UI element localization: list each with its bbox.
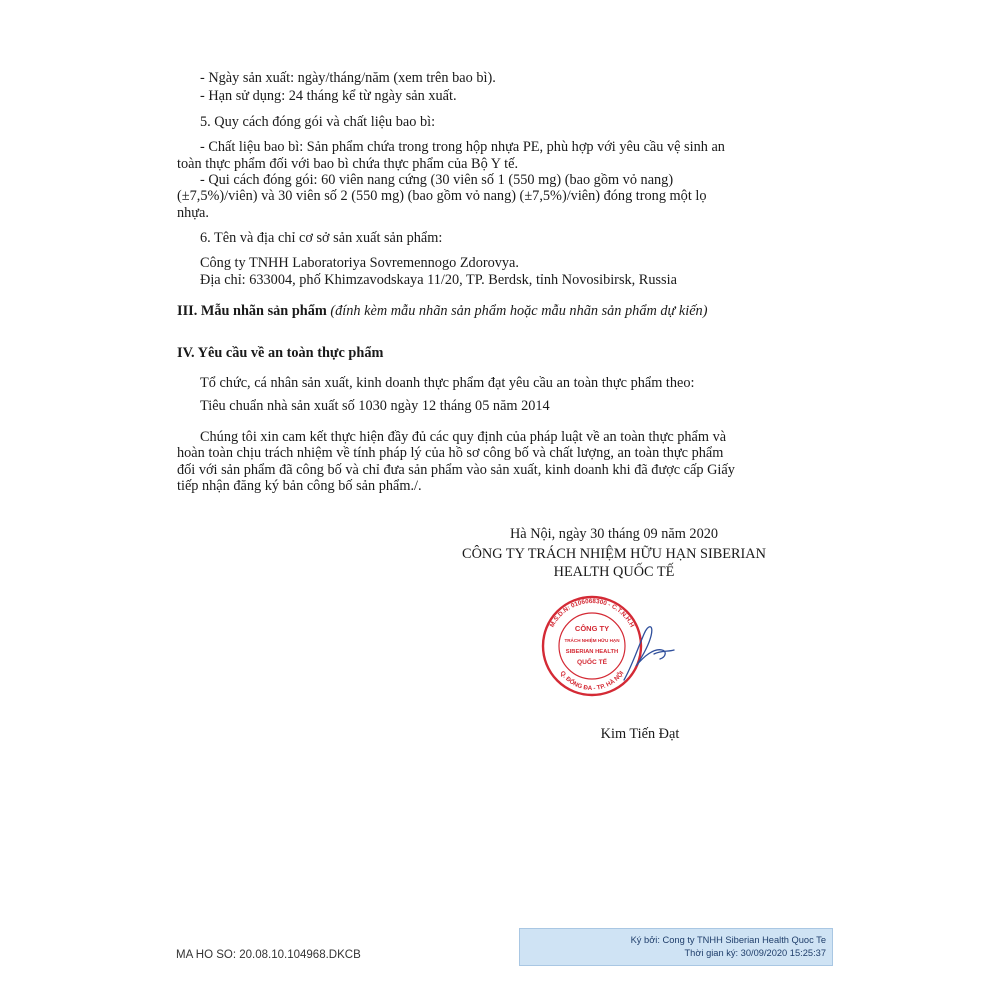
producer-name: Công ty TNHH Laboratoriya Sovremennogo Zdorovya.: [200, 255, 519, 271]
company-name-line-1: CÔNG TY TRÁCH NHIỆM HỮU HẠN SIBERIAN: [462, 546, 766, 562]
producer-address: Địa chỉ: 633004, phố Khimzavodskaya 11/20, TP. Berdsk, tỉnh Novosibirsk, Russia: [200, 272, 677, 288]
expiry-line: - Hạn sử dụng: 24 tháng kể từ ngày sản xuất.: [200, 88, 457, 104]
signer-name: Kim Tiến Đạt: [600, 726, 680, 742]
commitment-line-3: đối với sản phẩm đã công bố và chỉ đưa sản phẩm vào sản xuất, kinh doanh khi đã được cấp Giấy: [177, 462, 735, 478]
signed-time: Thời gian ký: 30/09/2020 15:25:37: [684, 948, 826, 958]
handwritten-signature: [624, 627, 674, 680]
section-iii-title: III. Mẫu nhãn sản phẩm: [177, 303, 327, 319]
company-seal: [536, 590, 696, 700]
commitment-line-4: tiếp nhận đăng ký bản công bố sản phẩm./.: [177, 478, 422, 494]
digital-signature-box: [519, 928, 833, 966]
section-iv-title: IV. Yêu cầu về an toàn thực phẩm: [177, 345, 384, 361]
seal-ring-text: M.S.D.N: 0106068300 - C.T.N.H.H: [548, 597, 636, 629]
seal-outer-ring: [543, 597, 641, 695]
section-6-title: 6. Tên và địa chỉ cơ sở sản xuất sản phẩm:: [200, 230, 443, 246]
material-line-1: - Chất liệu bao bì: Sản phẩm chứa trong trong hộp nhựa PE, phù hợp với yêu cầu vệ sinh an: [200, 139, 725, 155]
company-name-line-2: HEALTH QUỐC TẾ: [553, 564, 675, 580]
place-date: Hà Nội, ngày 30 tháng 09 năm 2020: [509, 526, 719, 542]
section-iii-note: (đính kèm mẫu nhãn sản phẩm hoặc mẫu nhãn sản phẩm dự kiến): [330, 303, 708, 319]
seal-bottom-text: Q. ĐỐNG ĐA - TP. HÀ NỘI: [558, 669, 626, 693]
signed-by: Ký bởi: Cong ty TNHH Siberian Health Quoc Te: [630, 935, 826, 945]
seal-line-4: QUỐC TẾ: [576, 659, 608, 666]
commitment-line-1: Chúng tôi xin cam kết thực hiện đầy đủ các quy định của pháp luật về an toàn thực phẩm và: [200, 429, 727, 445]
material-line-2: toàn thực phẩm đối với bao bì chứa thực phẩm của Bộ Y tế.: [177, 156, 519, 172]
mfg-date-line: - Ngày sản xuất: ngày/tháng/năm (xem trên bao bì).: [200, 70, 496, 86]
section-iv-line-2: Tiêu chuẩn nhà sản xuất số 1030 ngày 12 tháng 05 năm 2014: [200, 398, 550, 414]
section-iv-line-1: Tổ chức, cá nhân sản xuất, kinh doanh thực phẩm đạt yêu cầu an toàn thực phẩm theo:: [200, 375, 695, 391]
packaging-line-2: (±7,5%)/viên) và 30 viên số 2 (550 mg) (bao gồm vỏ nang) (±7,5%)/viên) đóng trong một lọ: [177, 188, 707, 204]
seal-inner-ring: [559, 613, 625, 679]
packaging-line-1: - Qui cách đóng gói: 60 viên nang cứng (30 viên số 1 (550 mg) (bao gồm vỏ nang): [200, 172, 674, 188]
packaging-line-3: nhựa.: [177, 205, 209, 221]
dossier-number: MA HO SO: 20.08.10.104968.DKCB: [176, 949, 361, 961]
section-iii-heading: [177, 302, 707, 320]
seal-line-3: SIBERIAN HEALTH: [565, 649, 619, 655]
seal-line-2: TRÁCH NHIỆM HỮU HẠN: [564, 638, 620, 643]
commitment-line-2: hoàn toàn chịu trách nhiệm về tính pháp lý của hồ sơ công bố và chất lượng, an toàn thực phẩm: [177, 445, 724, 461]
seal-line-1: CÔNG TY: [574, 624, 610, 633]
section-5-title: 5. Quy cách đóng gói và chất liệu bao bì:: [200, 114, 436, 130]
